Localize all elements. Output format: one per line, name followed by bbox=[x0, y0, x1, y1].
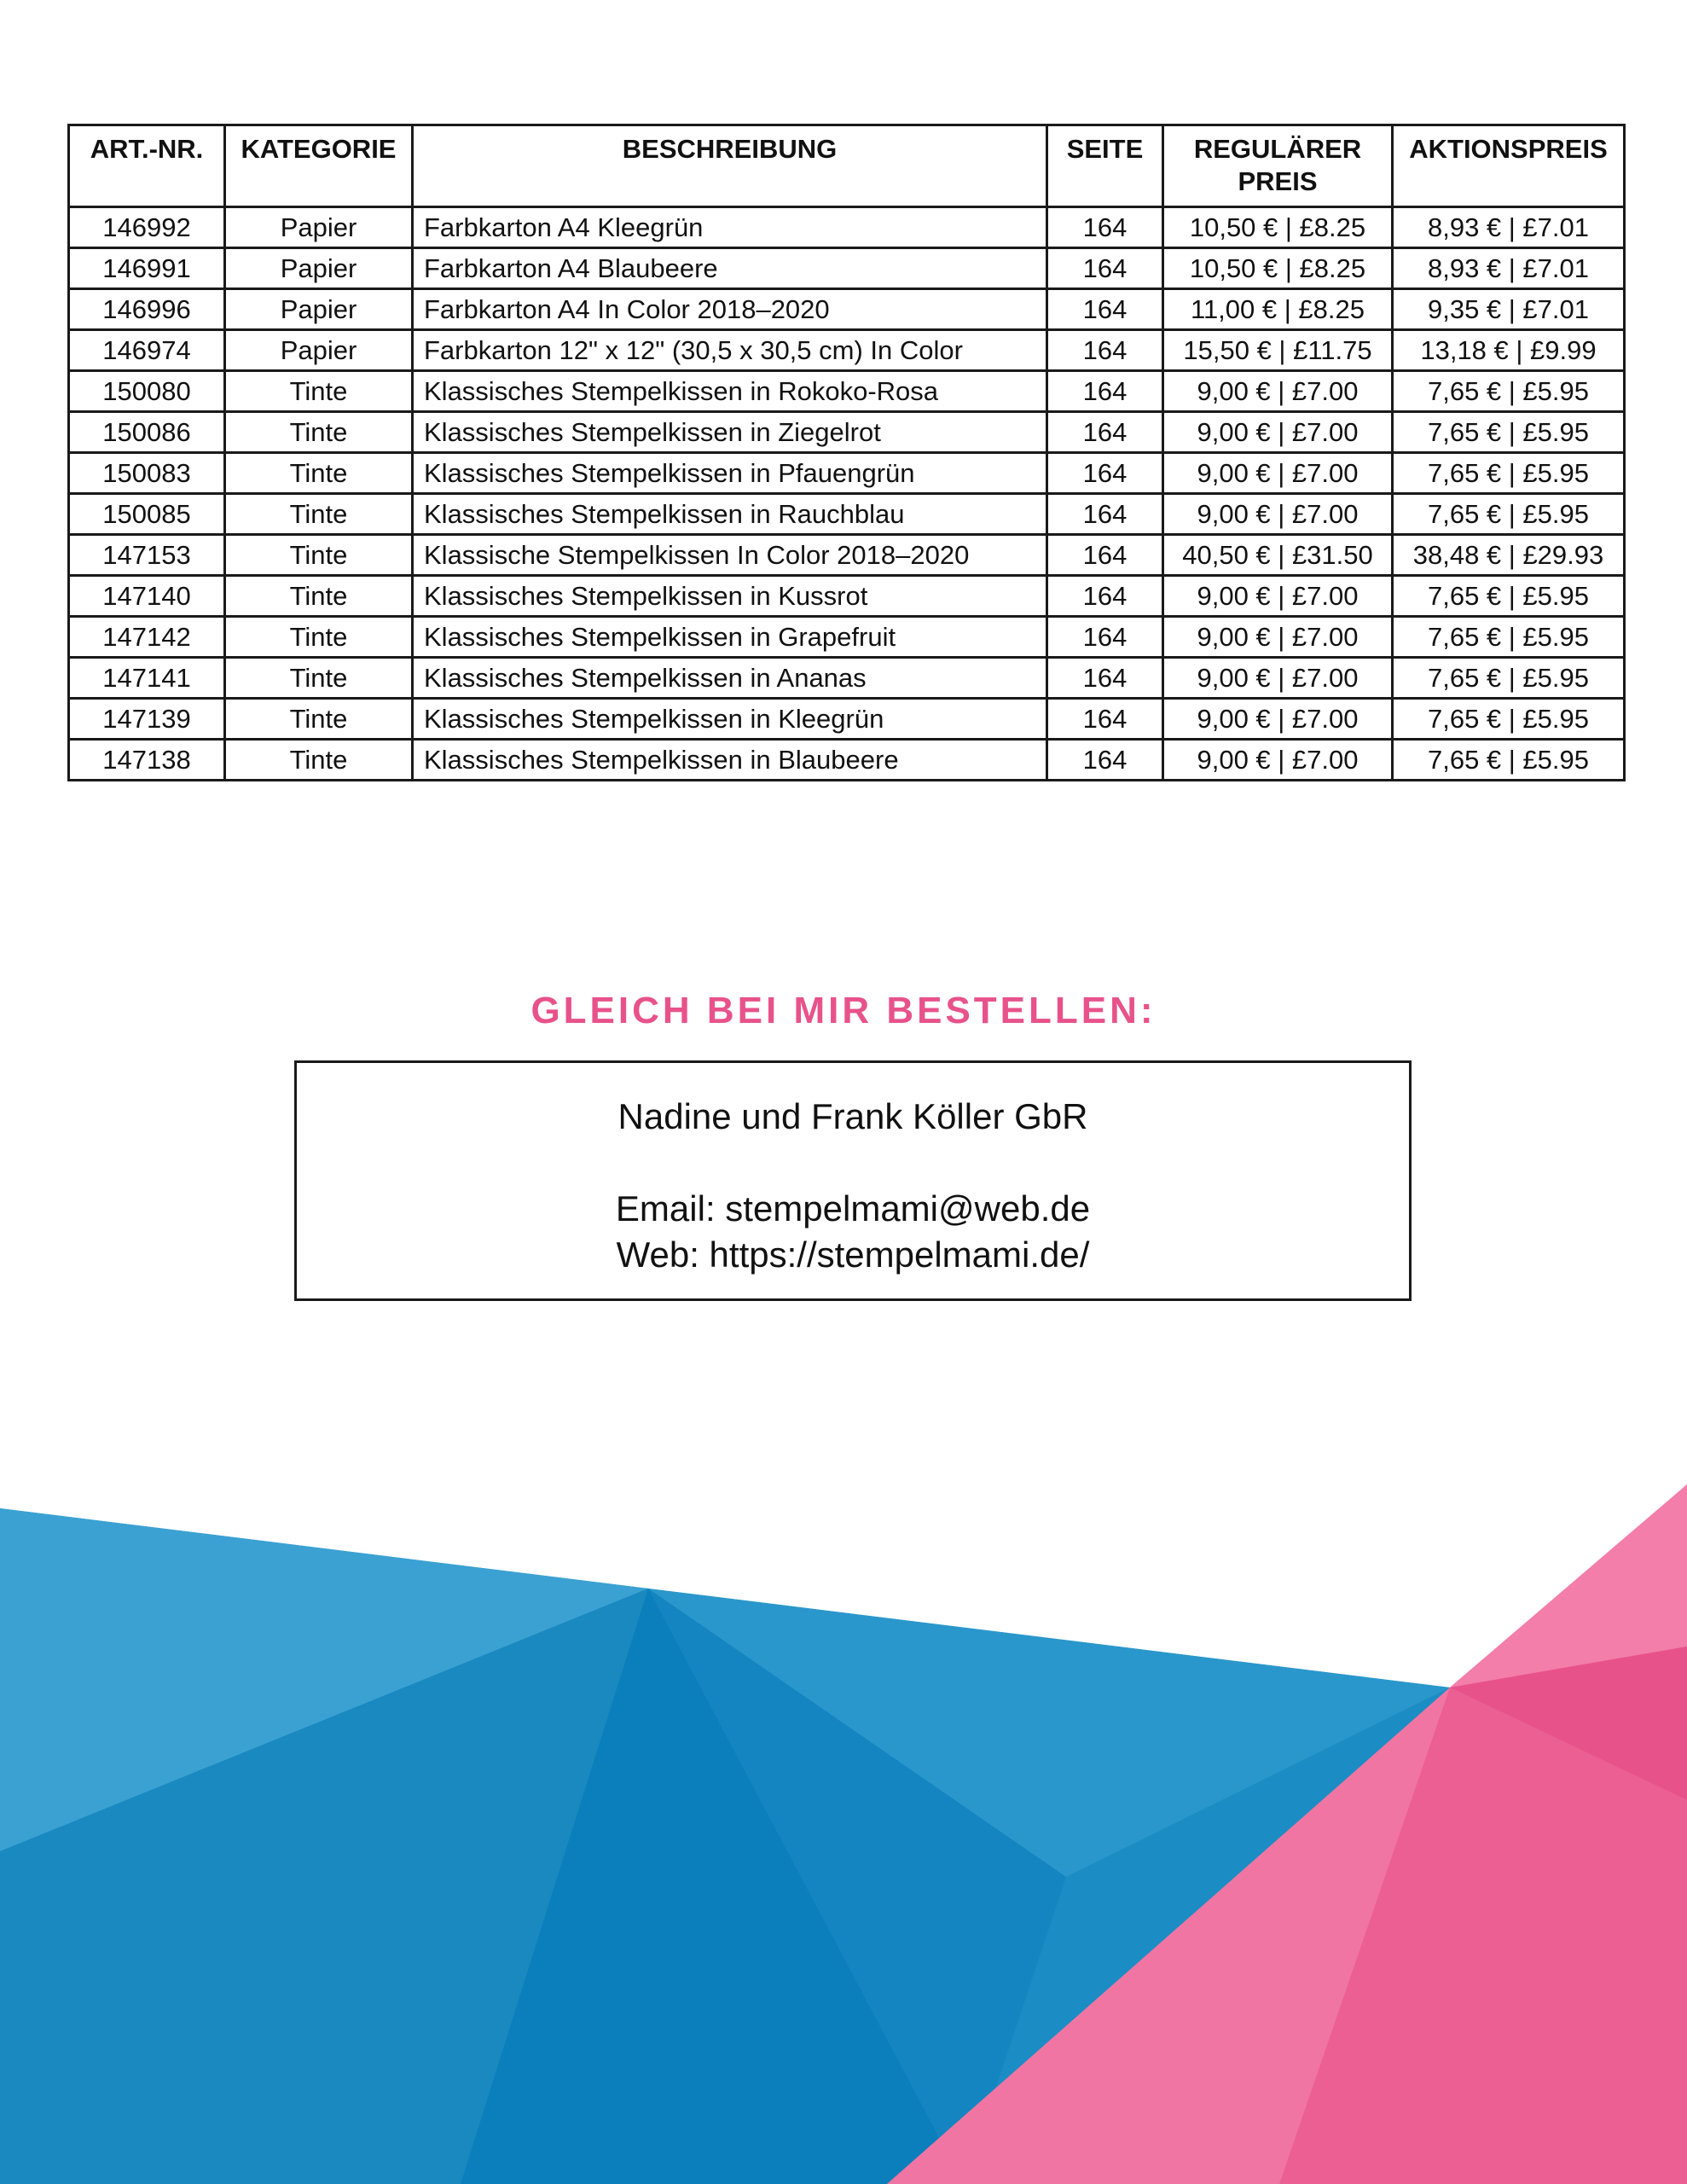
cell-kategorie: Papier bbox=[225, 207, 413, 248]
cell-art-nr: 147138 bbox=[69, 740, 225, 781]
col-header-regulaerer-preis: REGULÄRER PREIS bbox=[1163, 125, 1393, 207]
cell-regulaerer-preis: 9,00 € | £7.00 bbox=[1163, 576, 1393, 617]
table-row bbox=[69, 576, 1625, 617]
cell-aktionspreis: 7,65 € | £5.95 bbox=[1393, 494, 1625, 535]
cell-seite: 164 bbox=[1047, 412, 1163, 453]
col-header-kategorie: KATEGORIE bbox=[225, 125, 413, 207]
cell-kategorie: Tinte bbox=[225, 494, 413, 535]
cell-beschreibung: Klassisches Stempelkissen in Kleegrün bbox=[413, 699, 1047, 740]
cell-kategorie: Tinte bbox=[225, 658, 413, 699]
cell-regulaerer-preis: 9,00 € | £7.00 bbox=[1163, 453, 1393, 494]
cell-seite: 164 bbox=[1047, 248, 1163, 289]
cell-aktionspreis: 7,65 € | £5.95 bbox=[1393, 453, 1625, 494]
cell-beschreibung: Klassisches Stempelkissen in Pfauengrün bbox=[413, 453, 1047, 494]
table-row bbox=[69, 453, 1625, 494]
table-row bbox=[69, 494, 1625, 535]
cell-kategorie: Papier bbox=[225, 248, 413, 289]
cell-beschreibung: Klassisches Stempelkissen in Ananas bbox=[413, 658, 1047, 699]
cell-kategorie: Tinte bbox=[225, 740, 413, 781]
cell-regulaerer-preis: 9,00 € | £7.00 bbox=[1163, 658, 1393, 699]
price-table-container bbox=[67, 124, 1623, 781]
cell-aktionspreis: 9,35 € | £7.01 bbox=[1393, 289, 1625, 330]
contact-web: Web: https://stempelmami.de/ bbox=[616, 1234, 1090, 1275]
cell-beschreibung: Klassisches Stempelkissen in Grapefruit bbox=[413, 617, 1047, 658]
cell-beschreibung: Farbkarton A4 In Color 2018–2020 bbox=[413, 289, 1047, 330]
cell-kategorie: Tinte bbox=[225, 576, 413, 617]
cell-seite: 164 bbox=[1047, 740, 1163, 781]
cell-aktionspreis: 8,93 € | £7.01 bbox=[1393, 248, 1625, 289]
cell-aktionspreis: 8,93 € | £7.01 bbox=[1393, 207, 1625, 248]
cell-aktionspreis: 7,65 € | £5.95 bbox=[1393, 412, 1625, 453]
cell-art-nr: 146991 bbox=[69, 248, 225, 289]
cell-seite: 164 bbox=[1047, 699, 1163, 740]
cell-seite: 164 bbox=[1047, 576, 1163, 617]
cell-aktionspreis: 7,65 € | £5.95 bbox=[1393, 740, 1625, 781]
cell-kategorie: Tinte bbox=[225, 699, 413, 740]
cell-art-nr: 147140 bbox=[69, 576, 225, 617]
table-body bbox=[69, 207, 1625, 781]
price-table bbox=[67, 124, 1626, 781]
cell-regulaerer-preis: 10,50 € | £8.25 bbox=[1163, 207, 1393, 248]
cell-aktionspreis: 7,65 € | £5.95 bbox=[1393, 617, 1625, 658]
company-name: Nadine und Frank Köller GbR bbox=[617, 1096, 1088, 1136]
table-row bbox=[69, 330, 1625, 371]
cell-kategorie: Tinte bbox=[225, 617, 413, 658]
table-row bbox=[69, 699, 1625, 740]
contact-email: Email: stempelmami@web.de bbox=[615, 1188, 1091, 1228]
cell-seite: 164 bbox=[1047, 658, 1163, 699]
cell-beschreibung: Farbkarton A4 Kleegrün bbox=[413, 207, 1047, 248]
table-row bbox=[69, 207, 1625, 248]
cell-beschreibung: Klassisches Stempelkissen in Rauchblau bbox=[413, 494, 1047, 535]
contact-box bbox=[294, 1060, 1412, 1301]
table-row bbox=[69, 617, 1625, 658]
cell-beschreibung: Klassisches Stempelkissen in Kussrot bbox=[413, 576, 1047, 617]
cell-seite: 164 bbox=[1047, 207, 1163, 248]
cell-seite: 164 bbox=[1047, 453, 1163, 494]
cell-regulaerer-preis: 11,00 € | £8.25 bbox=[1163, 289, 1393, 330]
table-row bbox=[69, 740, 1625, 781]
table-row bbox=[69, 535, 1625, 576]
cell-regulaerer-preis: 9,00 € | £7.00 bbox=[1163, 371, 1393, 412]
cell-kategorie: Tinte bbox=[225, 535, 413, 576]
cell-art-nr: 150085 bbox=[69, 494, 225, 535]
table-row bbox=[69, 658, 1625, 699]
cell-seite: 164 bbox=[1047, 371, 1163, 412]
cell-regulaerer-preis: 10,50 € | £8.25 bbox=[1163, 248, 1393, 289]
cell-art-nr: 146996 bbox=[69, 289, 225, 330]
col-header-aktionspreis: AKTIONSPREIS bbox=[1393, 125, 1625, 207]
cell-art-nr: 147153 bbox=[69, 535, 225, 576]
cell-seite: 164 bbox=[1047, 289, 1163, 330]
cell-aktionspreis: 7,65 € | £5.95 bbox=[1393, 576, 1625, 617]
cell-art-nr: 147142 bbox=[69, 617, 225, 658]
table-row bbox=[69, 371, 1625, 412]
cell-kategorie: Papier bbox=[225, 330, 413, 371]
order-heading: GLEICH BEI MIR BESTELLEN: bbox=[530, 990, 1157, 1031]
cell-art-nr: 147139 bbox=[69, 699, 225, 740]
cell-art-nr: 150080 bbox=[69, 371, 225, 412]
cell-regulaerer-preis: 9,00 € | £7.00 bbox=[1163, 494, 1393, 535]
cell-aktionspreis: 38,48 € | £29.93 bbox=[1393, 535, 1625, 576]
cell-seite: 164 bbox=[1047, 535, 1163, 576]
cell-kategorie: Papier bbox=[225, 289, 413, 330]
cell-regulaerer-preis: 9,00 € | £7.00 bbox=[1163, 412, 1393, 453]
table-header-row bbox=[69, 125, 1625, 207]
cell-art-nr: 147141 bbox=[69, 658, 225, 699]
cell-seite: 164 bbox=[1047, 617, 1163, 658]
cell-beschreibung: Farbkarton 12" x 12" (30,5 x 30,5 cm) In Color bbox=[413, 330, 1047, 371]
cell-aktionspreis: 13,18 € | £9.99 bbox=[1393, 330, 1625, 371]
cell-regulaerer-preis: 40,50 € | £31.50 bbox=[1163, 535, 1393, 576]
cell-kategorie: Tinte bbox=[225, 371, 413, 412]
cell-aktionspreis: 7,65 € | £5.95 bbox=[1393, 658, 1625, 699]
cell-kategorie: Tinte bbox=[225, 412, 413, 453]
cell-aktionspreis: 7,65 € | £5.95 bbox=[1393, 371, 1625, 412]
cell-beschreibung: Klassisches Stempelkissen in Rokoko-Rosa bbox=[413, 371, 1047, 412]
cell-art-nr: 150083 bbox=[69, 453, 225, 494]
col-header-beschreibung: BESCHREIBUNG bbox=[413, 125, 1047, 207]
cell-beschreibung: Farbkarton A4 Blaubeere bbox=[413, 248, 1047, 289]
cell-seite: 164 bbox=[1047, 494, 1163, 535]
table-row bbox=[69, 412, 1625, 453]
cell-art-nr: 146992 bbox=[69, 207, 225, 248]
col-header-seite: SEITE bbox=[1047, 125, 1163, 207]
cell-art-nr: 146974 bbox=[69, 330, 225, 371]
table-row bbox=[69, 248, 1625, 289]
cell-beschreibung: Klassisches Stempelkissen in Ziegelrot bbox=[413, 412, 1047, 453]
table-row bbox=[69, 289, 1625, 330]
cell-regulaerer-preis: 15,50 € | £11.75 bbox=[1163, 330, 1393, 371]
cell-kategorie: Tinte bbox=[225, 453, 413, 494]
cell-seite: 164 bbox=[1047, 330, 1163, 371]
cell-regulaerer-preis: 9,00 € | £7.00 bbox=[1163, 699, 1393, 740]
cell-regulaerer-preis: 9,00 € | £7.00 bbox=[1163, 617, 1393, 658]
cell-beschreibung: Klassisches Stempelkissen in Blaubeere bbox=[413, 740, 1047, 781]
cell-beschreibung: Klassische Stempelkissen In Color 2018–2020 bbox=[413, 535, 1047, 576]
col-header-art-nr: ART.-NR. bbox=[69, 125, 225, 207]
cell-regulaerer-preis: 9,00 € | £7.00 bbox=[1163, 740, 1393, 781]
cell-art-nr: 150086 bbox=[69, 412, 225, 453]
cell-aktionspreis: 7,65 € | £5.95 bbox=[1393, 699, 1625, 740]
